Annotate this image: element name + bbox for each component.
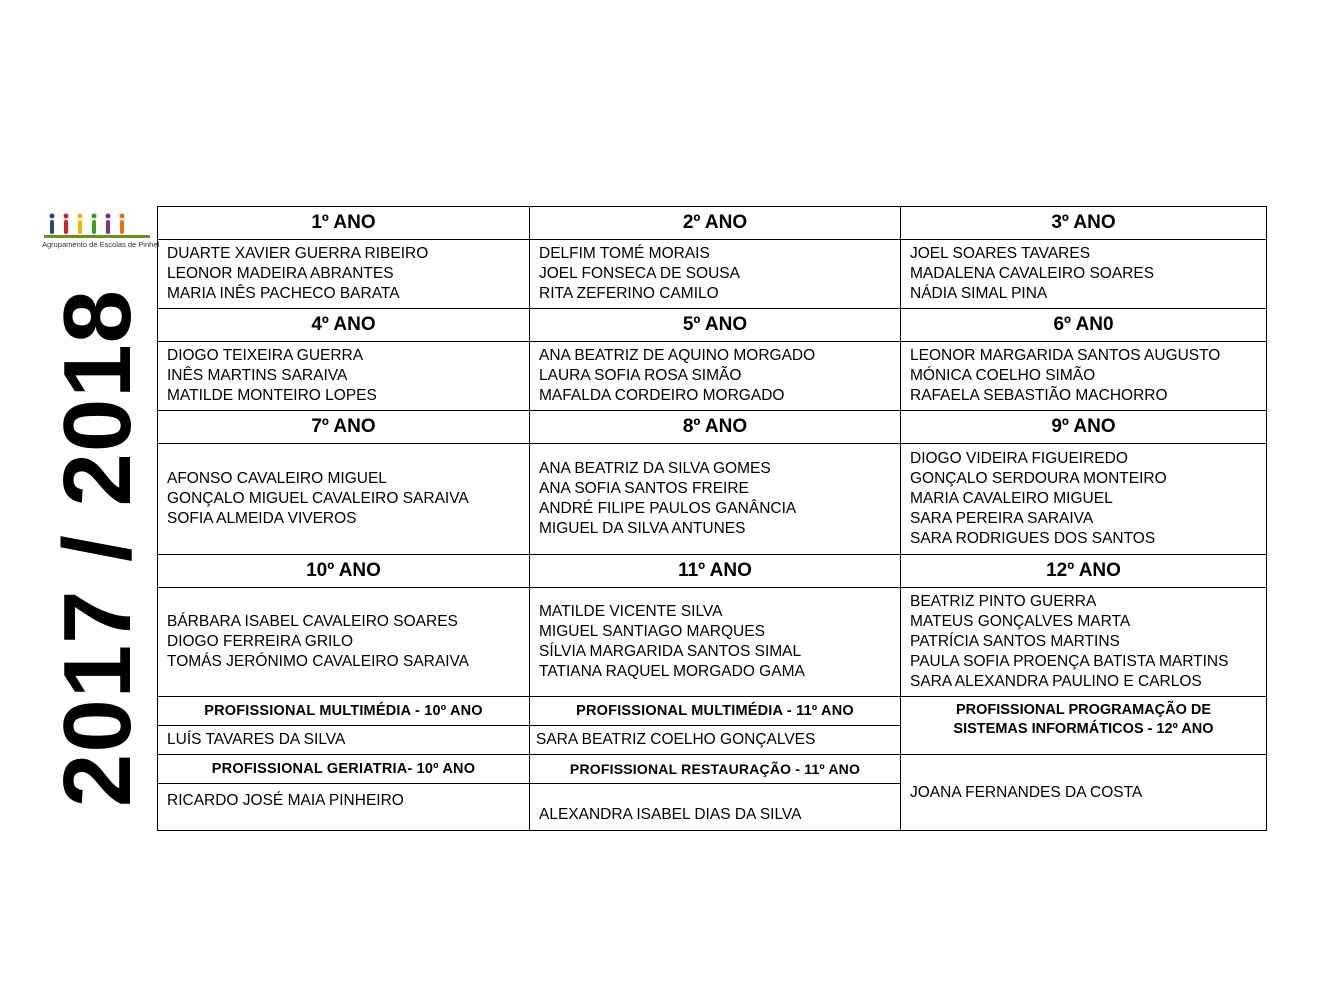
student-name: MÓNICA COELHO SIMÃO	[910, 367, 1096, 384]
grade-student-list	[530, 588, 901, 697]
grade-title: 8º ANO	[530, 411, 901, 444]
logo-text: Agrupamento de Escolas de Pinhel	[42, 240, 160, 249]
course-title-multimedia-10: PROFISSIONAL MULTIMÉDIA - 10º ANO	[158, 697, 530, 726]
course-title-line: PROFISSIONAL PROGRAMAÇÃO DE	[955, 702, 1212, 718]
course-title-restauracao-11: PROFISSIONAL RESTAURAÇÃO - 11º ANO	[530, 755, 901, 784]
logo-figure-icon	[78, 220, 82, 234]
student-name: GONÇALO MIGUEL CAVALEIRO SARAIVA	[167, 490, 469, 507]
school-logo	[42, 208, 160, 252]
student-name: GONÇALO SERDOURA MONTEIRO	[910, 470, 1167, 487]
grade-names-row	[158, 240, 1267, 309]
student-name: RAFAELA SEBASTIÃO MACHORRO	[910, 387, 1168, 404]
logo-figure-head-icon	[92, 214, 97, 219]
grade-title: 5º ANO	[530, 309, 901, 342]
logo-figure-head-icon	[50, 214, 55, 219]
student-name: TOMÁS JERÓNIMO CAVALEIRO SARAIVA	[167, 653, 470, 670]
grade-title: 11º ANO	[530, 555, 901, 588]
grade-student-list	[158, 444, 530, 555]
logo-figure-head-icon	[78, 214, 83, 219]
student-name-multimedia-11: SARA BEATRIZ COELHO GONÇALVES	[530, 726, 901, 755]
grade-student-list	[530, 342, 901, 411]
student-name: NÁDIA SIMAL PINA	[910, 285, 1048, 302]
student-name: LAURA SOFIA ROSA SIMÃO	[539, 367, 742, 384]
student-name: MATILDE MONTEIRO LOPES	[167, 387, 377, 404]
student-name: BÁRBARA ISABEL CAVALEIRO SOARES	[167, 613, 458, 630]
student-name-programacao-12: JOANA FERNANDES DA COSTA	[901, 755, 1267, 831]
student-name: SARA PEREIRA SARAIVA	[910, 510, 1094, 527]
student-name: JOEL FONSECA DE SOUSA	[539, 265, 740, 282]
professional-courses	[158, 697, 1267, 831]
student-name: DELFIM TOMÉ MORAIS	[539, 245, 710, 262]
grade-title: 7º ANO	[158, 411, 530, 444]
logo-figure-icon	[50, 220, 54, 234]
logo-figure-icon	[92, 220, 96, 234]
student-name: ANA SOFIA SANTOS FREIRE	[539, 480, 749, 497]
student-name: DUARTE XAVIER GUERRA RIBEIRO	[167, 245, 429, 262]
student-name: SARA ALEXANDRA PAULINO E CARLOS	[910, 673, 1202, 690]
logo-ground-icon	[44, 235, 150, 238]
student-name: TATIANA RAQUEL MORGADO GAMA	[539, 663, 805, 680]
student-name: JOEL SOARES TAVARES	[910, 245, 1091, 262]
student-name: SOFIA ALMEIDA VIVEROS	[167, 510, 357, 527]
course-title-line: SISTEMAS INFORMÁTICOS - 12º ANO	[953, 721, 1214, 737]
grade-student-list	[901, 444, 1267, 555]
grade-title: 4º ANO	[158, 309, 530, 342]
student-name: MIGUEL DA SILVA ANTUNES	[539, 520, 746, 537]
grade-header-row	[158, 555, 1267, 588]
logo-figure-icon	[64, 220, 68, 234]
student-name: MATILDE VICENTE SILVA	[539, 603, 723, 620]
grade-title: 12º ANO	[901, 555, 1267, 588]
logo-figures-icon	[42, 208, 154, 240]
grade-student-list	[901, 240, 1267, 309]
student-name: ANA BEATRIZ DE AQUINO MORGADO	[539, 347, 816, 364]
grade-names-row	[158, 588, 1267, 697]
course-title-geriatria-10: PROFISSIONAL GERIATRIA- 10º ANO	[158, 755, 530, 784]
grade-title: 6º AN0	[901, 309, 1267, 342]
grade-title: 2º ANO	[530, 207, 901, 240]
course-title-programacao-12	[901, 697, 1267, 755]
grade-student-list	[901, 588, 1267, 697]
grade-title: 9º ANO	[901, 411, 1267, 444]
student-name: AFONSO CAVALEIRO MIGUEL	[167, 470, 387, 487]
grade-student-list	[158, 240, 530, 309]
student-name-restauracao-11: ALEXANDRA ISABEL DIAS DA SILVA	[530, 784, 901, 831]
student-name: INÊS MARTINS SARAIVA	[167, 367, 348, 384]
grade-names-row	[158, 444, 1267, 555]
student-name: SÍLVIA MARGARIDA SANTOS SIMAL	[539, 643, 802, 660]
student-name: SARA RODRIGUES DOS SANTOS	[910, 530, 1156, 547]
grade-student-list	[158, 342, 530, 411]
student-name: PATRÍCIA SANTOS MARTINS	[910, 633, 1120, 650]
logo-figure-icon	[120, 220, 124, 234]
grade-title: 1º ANO	[158, 207, 530, 240]
honor-roll-table	[157, 206, 1267, 831]
grade-title: 3º ANO	[901, 207, 1267, 240]
grade-student-list	[158, 588, 530, 697]
student-name-geriatria-10: RICARDO JOSÉ MAIA PINHEIRO	[158, 784, 530, 831]
course-title-multimedia-11: PROFISSIONAL MULTIMÉDIA - 11º ANO	[530, 697, 901, 726]
student-name: DIOGO VIDEIRA FIGUEIREDO	[910, 450, 1128, 467]
grade-student-list	[530, 240, 901, 309]
logo-figure-head-icon	[120, 214, 125, 219]
logo-figure-head-icon	[106, 214, 111, 219]
student-name: RITA ZEFERINO CAMILO	[539, 285, 719, 302]
grade-header-row	[158, 207, 1267, 240]
student-name: PAULA SOFIA PROENÇA BATISTA MARTINS	[910, 653, 1229, 670]
student-name: ANDRÉ FILIPE PAULOS GANÂNCIA	[539, 500, 797, 517]
logo-figure-head-icon	[64, 214, 69, 219]
student-name: BEATRIZ PINTO GUERRA	[910, 593, 1097, 610]
school-year-title: 2017 / 2018	[44, 288, 151, 808]
student-name: MARIA INÊS PACHECO BARATA	[167, 285, 400, 302]
logo-figure-icon	[106, 220, 110, 234]
student-name: ANA BEATRIZ DA SILVA GOMES	[539, 460, 771, 477]
student-name: MARIA CAVALEIRO MIGUEL	[910, 490, 1113, 507]
student-name: DIOGO FERREIRA GRILO	[167, 633, 354, 650]
student-name: MATEUS GONÇALVES MARTA	[910, 613, 1131, 630]
grade-header-row	[158, 411, 1267, 444]
student-name: MADALENA CAVALEIRO SOARES	[910, 265, 1155, 282]
grade-student-list	[530, 444, 901, 555]
student-name-multimedia-10: LUÍS TAVARES DA SILVA	[158, 726, 530, 755]
grade-title: 10º ANO	[158, 555, 530, 588]
student-name: MAFALDA CORDEIRO MORGADO	[539, 387, 785, 404]
student-name: LEONOR MARGARIDA SANTOS AUGUSTO	[910, 347, 1221, 364]
grade-names-row	[158, 342, 1267, 411]
student-name: DIOGO TEIXEIRA GUERRA	[167, 347, 364, 364]
grade-student-list	[901, 342, 1267, 411]
grade-header-row	[158, 309, 1267, 342]
student-name: MIGUEL SANTIAGO MARQUES	[539, 623, 765, 640]
student-name: LEONOR MADEIRA ABRANTES	[167, 265, 394, 282]
